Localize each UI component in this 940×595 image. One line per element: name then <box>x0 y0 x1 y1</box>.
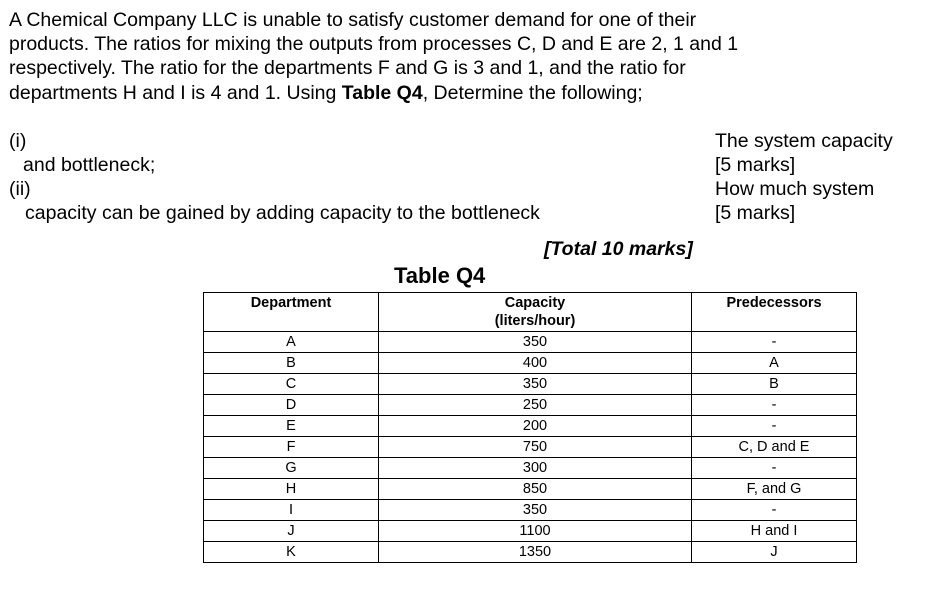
cell-predecessors: B <box>692 374 857 395</box>
cell-department: E <box>204 416 379 437</box>
capacity-table <box>203 292 857 563</box>
cell-capacity: 250 <box>379 395 692 416</box>
cell-capacity: 850 <box>379 479 692 500</box>
cell-capacity: 350 <box>379 374 692 395</box>
cell-department: F <box>204 437 379 458</box>
part-ii-continuation: capacity can be gained by adding capacity to the bottleneck <box>25 202 540 224</box>
cell-predecessors: - <box>692 395 857 416</box>
cell-capacity: 1350 <box>379 542 692 563</box>
part-ii-right-text: How much system <box>715 178 875 200</box>
question-paragraph <box>9 8 769 105</box>
table-row <box>204 332 857 353</box>
cell-department: A <box>204 332 379 353</box>
table-reference: Table Q4 <box>341 81 423 104</box>
table-row <box>204 437 857 458</box>
table-row <box>204 500 857 521</box>
table-title: Table Q4 <box>394 263 486 288</box>
cell-capacity: 750 <box>379 437 692 458</box>
cell-predecessors: - <box>692 458 857 479</box>
cell-predecessors: - <box>692 500 857 521</box>
cell-capacity: 350 <box>379 332 692 353</box>
part-i-right-text: The system capacity <box>715 130 893 152</box>
cell-department: B <box>204 353 379 374</box>
header-capacity-line2: (liters/hour) <box>494 313 576 329</box>
table-header-row <box>204 293 857 332</box>
table-row <box>204 479 857 500</box>
cell-department: D <box>204 395 379 416</box>
table-row <box>204 353 857 374</box>
question-text-part1: A Chemical Company LLC is unable to satisfy customer demand for one of their products. The ratios for mixing the outputs from processes C, D and E are 2, 1 and 1 respectively. The ratio for the departments F and G is 3 and 1, and the ratio for departments H and I is 4 and 1. Using <box>9 9 739 104</box>
cell-predecessors: - <box>692 416 857 437</box>
cell-department: H <box>204 479 379 500</box>
header-capacity <box>379 293 692 332</box>
cell-predecessors: A <box>692 353 857 374</box>
cell-department: G <box>204 458 379 479</box>
table-row <box>204 395 857 416</box>
table-row <box>204 416 857 437</box>
cell-predecessors: - <box>692 332 857 353</box>
part-i-marks: [5 marks] <box>715 154 796 176</box>
cell-predecessors: F, and G <box>692 479 857 500</box>
cell-department: C <box>204 374 379 395</box>
cell-predecessors: J <box>692 542 857 563</box>
cell-department: I <box>204 500 379 521</box>
table-row <box>204 521 857 542</box>
cell-predecessors: H and I <box>692 521 857 542</box>
cell-capacity: 400 <box>379 353 692 374</box>
cell-capacity: 300 <box>379 458 692 479</box>
header-department: Department <box>204 293 379 332</box>
cell-department: K <box>204 542 379 563</box>
table-row <box>204 458 857 479</box>
cell-capacity: 350 <box>379 500 692 521</box>
part-ii-marks: [5 marks] <box>715 202 796 224</box>
cell-predecessors: C, D and E <box>692 437 857 458</box>
total-marks: [Total 10 marks] <box>544 238 693 260</box>
part-i-continuation: and bottleneck; <box>23 154 156 176</box>
header-capacity-line1: Capacity <box>504 295 566 311</box>
part-ii-number: (ii) <box>9 178 31 200</box>
table-row <box>204 542 857 563</box>
cell-capacity: 1100 <box>379 521 692 542</box>
cell-capacity: 200 <box>379 416 692 437</box>
table-row <box>204 374 857 395</box>
cell-department: J <box>204 521 379 542</box>
part-i-number: (i) <box>9 130 27 152</box>
question-text-part2: , Determine the following; <box>422 81 643 104</box>
header-predecessors: Predecessors <box>692 293 857 332</box>
